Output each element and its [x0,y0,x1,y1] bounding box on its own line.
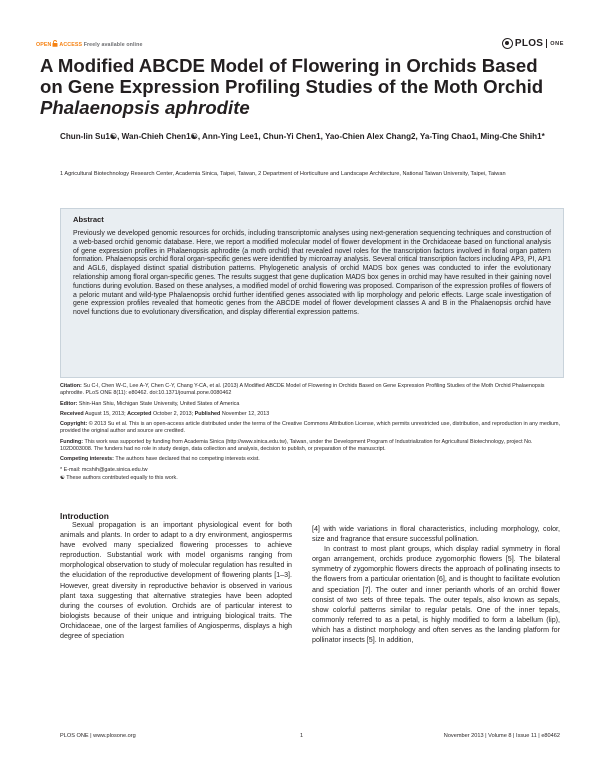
abstract-heading: Abstract [73,215,104,224]
competing-row [60,456,564,463]
open-label: OPEN [36,42,52,48]
footer-journal: PLOS ONE | www.plosone.org [60,733,136,739]
footer-page-number: 1 [300,733,304,739]
right-column [312,524,560,645]
received-label: Received [60,410,84,417]
citation-row [60,383,564,398]
footer-issue: November 2013 | Volume 8 | Issue 11 | e80462 [443,733,560,739]
funding-row [60,439,564,454]
dates-row [60,411,564,418]
plos-one-logo [502,38,564,49]
plos-logo-icon [502,38,513,49]
open-access-badge [36,40,143,48]
equal-contribution-row: ☯ These authors contributed equally to this work. [60,474,178,481]
competing-label: Competing interests: [60,456,114,463]
intro-paragraph-continued: [4] with wide variations in floral characteristics, including morphology, color, size and fragrance that ensure successful pollination. [312,525,560,544]
published-date: November 12, 2013 [221,410,270,417]
intro-paragraph-1: Sexual propagation is an important physiological event for both animals and plants. In order to adapt to a dry environment, angiosperms have evolved many specialized flowering processes to achieve reproduction. Substantial work with model organisms ranging from morphological observation to study of molecular regulation has resulted in the elucidation of the reproductive development of flowering plants [1–3]. However, great diversity in reproductive behavior is observed in various plant taxa suggesting that alternative strategies have been adopted during the courses of evolution. Orchids are of particular interest to biologists because of their unique and intriguing biological traits. The Orchidaceae, one of the largest families of Angiosperms, displays a high degree of speciation [60,521,292,641]
article-metadata [60,383,564,483]
author-list: Chun-lin Su1☯, Wan-Chieh Chen1☯, Ann-Ying Lee1, Chun-Yi Chen1, Yao-Chien Alex Chang2, Ya-Ting Chao1, Ming-Che Shih1* [60,132,545,141]
freely-available-label: Freely available online [83,42,143,48]
received-date: August 15, 2013; [84,410,126,417]
funding-label: Funding: [60,438,84,445]
copyright-label: Copyright: [60,421,88,428]
access-label: ACCESS [59,42,83,48]
editor-text: Shin-Han Shiu, Michigan State University, United States of America [78,400,240,407]
logo-divider [546,39,547,48]
left-column [60,520,292,641]
email-row: * E-mail: mcshih@gate.sinica.edu.tw [60,466,148,473]
abstract-text: Previously we developed genomic resources for orchids, including transcriptomic analyses using next-generation sequencing techniques and construction of a web-based orchid genomic database. Here, we report a modified molecular model of flower development in the Orchidaceae based on functional analysis of gene expression profiles in Phalaenopsis aphrodite (a moth orchid) that revealed novel roles for the transcription factors involved in floral organ pattern formation. Phalaenopsis orchid floral organ-specific genes were identified by microarray analysis. Several critical transcription factors including AP3, PI, AP1 and AGL6, displayed distinct spatial distribution patterns. Phylogenetic analysis of orchid MADS box genes was conducted to infer the evolutionary relationship among floral organ-specific genes. The results suggest that gene duplication MADS box genes in orchid may have resulted in their gaining novel functions during evolution. Based on these analyses, a modified model of orchid flowering was proposed. Comparison of the expression profiles of flowers of a peloric mutant and wild-type Phalaenopsis orchid further identified genes associated with lip morphology and peloric effects. Large scale investigation of gene expression profiles revealed that homeotic genes from the ABCDE model of flower development classes A and B in the Phalaenopsis orchid have novel functions due to evolutionary diversification, and display differential expression patterns. [73,230,551,317]
intro-paragraph-2: In contrast to most plant groups, which display radial symmetry in floral organ arrangement, orchids produce zygomorphic flowers [5]. The bilateral symmetry of zygomorphic flowers directs the approach of pollinating insects to the flowers from a particular orientation [6], and is thought to facilitate evolution and speciation [7]. The outer and inner perianth whorls of an orchid flower consist of two sets of three tepals. The outer tepals, also known as sepals, show colorful patterns similar to regular petals. One of the inner tepals, commonly referred to as a petal, is highly modified to form a labellum (lip), which has a distinct morphology and often serves as the landing platform for pollinator insects [5]. In addition, [312,545,560,645]
article-title [40,55,560,118]
title-main: A Modified ABCDE Model of Flowering in Orchids Based on Gene Expression Profiling Studies of the Moth Orchid [40,55,544,97]
copyright-text: © 2013 Su et al. This is an open-access article distributed under the terms of the Creative Commons Attribution License, which permits unrestricted use, distribution, and reproduction in any medium, provided the original author and source are credited. [60,421,561,435]
accepted-date: October 2, 2013; [152,410,194,417]
journal-header-bar [36,38,564,52]
title-species: Phalaenopsis aphrodite [40,97,250,118]
affiliations: 1 Agricultural Biotechnology Research Center, Academia Sinica, Taipei, Taiwan, 2 Department of Horticulture and Landscape Architecture, National Taiwan University, Taipei, Taiwan [60,171,506,177]
page-footer [60,733,560,743]
editor-row [60,401,564,408]
citation-label: Citation: [60,383,82,389]
open-lock-icon [52,40,58,47]
funding-text: This work was supported by funding from Academia Sinica (http://www.sinica.edu.tw), Taiwan, under the Development Program of Industrialization for Agricultural Biotechnology, project No. 102D003008. The funders had no role in study design, data collection and analysis, decision to publish, or preparation of the manuscript. [60,438,533,453]
published-label: Published [194,410,221,417]
abstract-box [60,208,564,378]
one-logo-text: ONE [550,40,564,47]
plos-logo-text: PLOS [514,38,544,49]
editor-label: Editor: [60,400,78,407]
competing-text: The authors have declared that no competing interests exist. [115,456,260,463]
copyright-row [60,421,564,436]
accepted-label: Accepted [127,410,152,417]
citation-text: Su C-l, Chen W-C, Lee A-Y, Chen C-Y, Chang Y-CA, et al. (2013) A Modified ABCDE Model of Flowering in Orchids Based on Gene Expression Profiling Studies of the Moth Orchid Phalaenopsis aphrodite. PLoS ONE 8(11): e80462. doi:10.1371/journal.pone.0080462 [60,383,545,397]
introduction-heading: Introduction [60,511,109,521]
